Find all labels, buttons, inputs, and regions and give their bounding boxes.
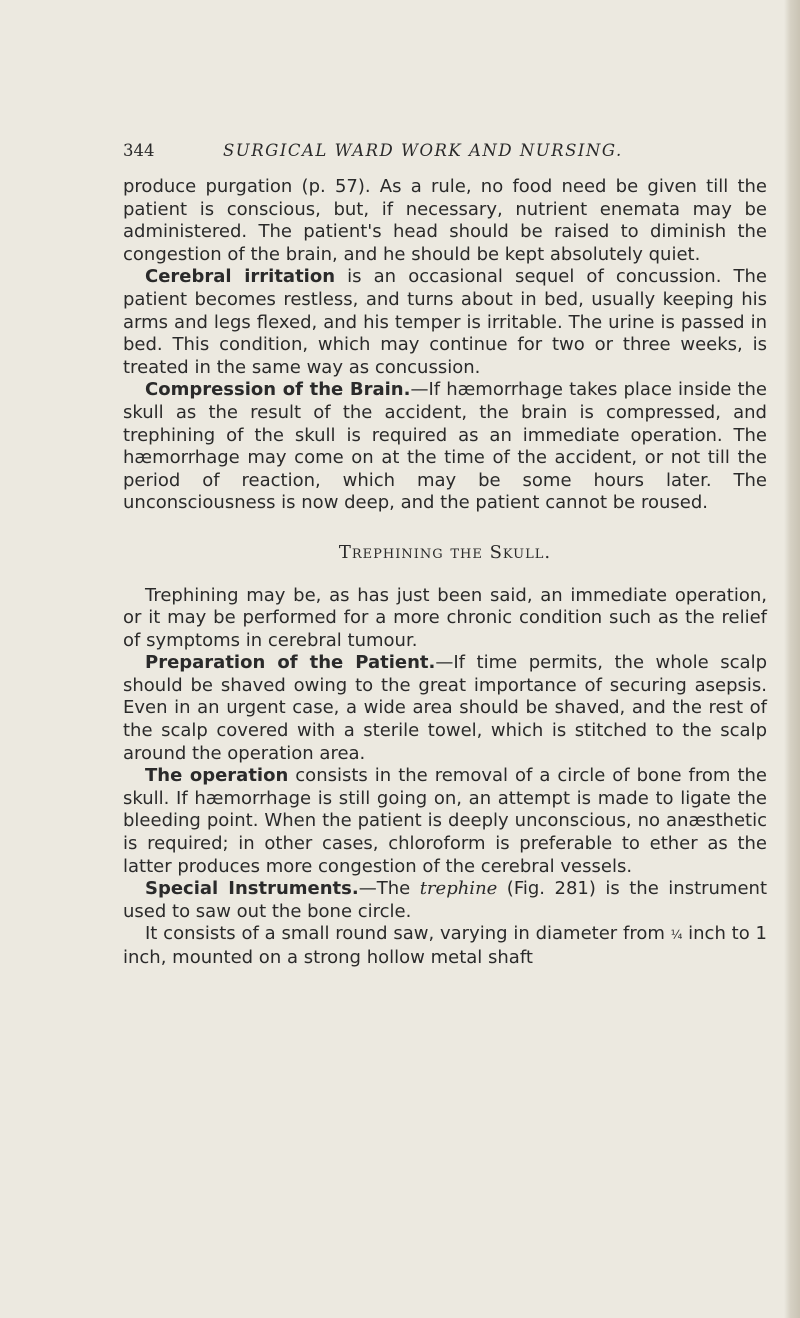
trephine-term: trephine [419,878,498,900]
paragraph-text: Trephining may be, as has just been said, an immediate operation, or it may be performed for a more chronic condition such as the relief of symptoms in cerebral tumour. [123,584,767,651]
paragraph-text: —The [358,878,420,900]
paragraph-preparation [123,652,767,765]
paragraph-lead: Cerebral irritation [145,266,336,288]
page-edge-shadow [784,0,800,1318]
paragraph-trephining-intro [123,585,767,653]
paragraph-text: It consists of a small round saw, varying in diameter from [145,923,671,945]
paragraph-lead: Special Instruments. [145,878,359,900]
paragraph-compression [123,379,767,515]
paragraph-text: produce purgation (p. 57). As a rule, no food need be given till the patient is conscious, but, if necessary, nutrient enemata may be administered. The patient's head should be raised to diminish the congestion of the brain, and he should be kept absolutely quiet. [123,176,767,265]
paragraph-operation [123,765,767,878]
running-title: SURGICAL WARD WORK AND NURSING. [223,141,623,160]
paragraph-text: (Fig. 281) is the instrument used to saw out the bone circle. [123,878,768,922]
paragraph-lead: Preparation of the Patient. [145,652,436,674]
paragraph-lead: The operation [145,765,289,787]
section-heading: Trephining the Skull. [338,541,552,563]
paragraph-trephine-description [123,923,767,969]
paragraph-text: consists in the removal of a circle of bone from the skull. If hæmorrhage is still going on, an attempt is made to ligate the bleeding point. When the patient is deeply unconscious, no anæsthetic is required; in other cases, chloroform is preferable to ether as the latter produces more congestion of the cerebral vessels. [123,765,767,877]
page-header [123,140,723,162]
paragraph-lead: Compression of the Brain. [145,379,411,401]
paragraph-text: —If hæmorrhage takes place inside the skull as the result of the accident, the brain is compressed, and trephining of the skull is required as an immediate operation. The hæmorrhage may come on at the time of the accident, or not till the period of reaction, which may be some hours later. The unconsciousness is now deep, and the patient cannot be roused. [123,379,767,514]
paragraph-special-instruments [123,878,767,923]
paragraph-text: is an occasional sequel of concussion. The patient becomes restless, and turns about in bed, usually keeping his arms and legs flexed, and his temper is irritable. The urine is passed in bed. This condition, which may continue for two or three weeks, is treated in the same way as concussion. [123,266,767,378]
paragraph-text: —If time permits, the whole scalp should be shaved owing to the great importance of securing asepsis. Even in an urgent case, a wide area should be shaved, and the rest of the scalp covered with a sterile towel, which is stitched to the scalp around the operation area. [123,652,767,764]
fraction-quarter: ¼ [670,928,683,943]
paragraph-text: inch to 1 inch, mounted on a strong hollow metal shaft [123,923,767,968]
paragraph-concussion-end [123,176,767,266]
page-number: 344 [123,141,155,160]
paragraph-cerebral-irritation [123,266,767,379]
body-text [123,176,767,970]
